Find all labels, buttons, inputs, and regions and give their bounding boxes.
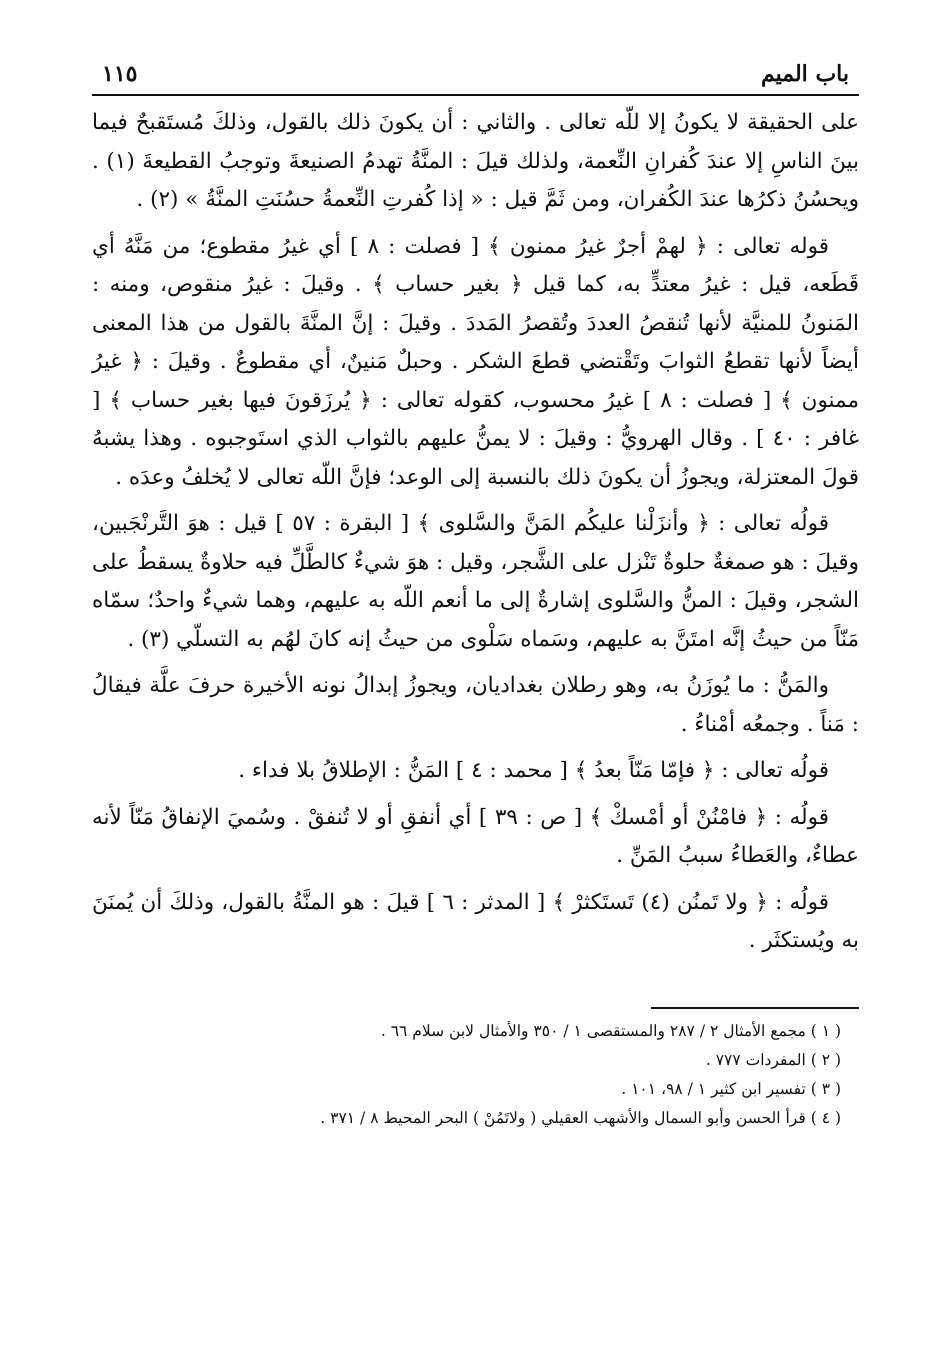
footnotes — [92, 1017, 859, 1133]
paragraph-la-tamnun: قولُه : ﴿ ولا تَمنُن (٤) تَستَكثرْ ﴾ [ المدثر : ٦ ] قيلَ : هو المنَّةُ بالقول، وذلكَ أن يُمنَنَ به ويُستكثَر . — [92, 889, 859, 953]
header-rule — [92, 94, 859, 96]
footnote-3: ( ٣ ) تفسير ابن كثير ١ / ٩٨، ١٠١ . — [621, 1079, 841, 1098]
paragraph-mannan-bad: قولُه تعالى : ﴿ فإمّا مَنّاً بعدُ ﴾ [ محمد : ٤ ] المَنُّ : الإطلاقُ بلا فداء . — [238, 758, 829, 783]
main-text — [92, 104, 859, 961]
paragraph-continuation: على الحقيقة لا يكونُ إلا للّه تعالى . والثاني : أن يكونَ ذلك بالقول، وذلكَ مُستَقبحٌ فيما بينَ الناسِ إلا عندَ كُفرانِ النِّعمة، ولذلك قيلَ : المنَّةُ تهدمُ الصنيعةَ وتوجبُ القطيعةَ (١) . ويحسُنُ ذكرُها عندَ الكُفران، ومن ثَمَّ قيل : « إذا كُفرتِ النِّعمةُ حسُنَتِ المنَّةُ » (٢) . — [92, 110, 859, 212]
footnote-2: ( ٢ ) المفردات ٧٧٧ . — [705, 1050, 841, 1069]
paragraph-mann-weight: والمَنُّ : ما يُوزَنُ به، وهو رطلان بغداديان، ويجوزُ إبدالُ نونه الأخيرة حرفَ علَّة فيقالُ : مَناً . وجمعُه أمْناءُ . — [92, 673, 859, 737]
paragraph-ghayr-mamnun: قوله تعالى : ﴿ لهمْ أجرٌ غيرُ ممنون ﴾ [ فصلت : ٨ ] أي غيرُ مقطوع؛ من مَنَّهُ أي قَطَعه، قيل : غيرُ معتدٍّ به، كما قيل ﴿ بغير حساب ﴾ . وقيلَ : غيرُ منقوص، ومنه : المَنونُ للمنيَّة لأنها تُنقصُ العددَ وتُقصرُ المَددَ . وقيلَ : إنَّ المنَّةَ بالقول من هذا المعنى أيضاً لأنها تقطعُ الثوابَ وتَقْتضي قطعَ الشكر . وحبلٌ مَنينٌ، أي مقطوعٌ . وقيلَ : ﴿ غيرُ ممنون ﴾ [ فصلت : ٨ ] غيرُ محسوب، كقوله تعالى : ﴿ يُرزَقونَ فيها بغير حساب ﴾ [ غافر : ٤٠ ] . وقال الهرويُّ : وقيلَ : لا يمنُّ عليهم بالثواب الذي استَوجبوه . وهذا يشبهُ قولَ المعتزلة، ويجوزُ أن يكونَ ذلك بالنسبة إلى الوعد؛ فإنَّ اللّه تعالى لا يُخلفُ وعدَه . — [92, 233, 859, 490]
footnote-4: ( ٤ ) قرأ الحسن وأبو السمال والأشهب العقيلي ( ولاتَمُنْ ) البحر المحيط ٨ / ٣٧١ . — [320, 1108, 841, 1127]
chapter-title: باب الميم — [760, 61, 849, 87]
paragraph-famnun: قولُه : ﴿ فامْنُنْ أو أمْسكْ ﴾ [ ص : ٣٩ ] أي أنفقِ أو لا تُنفقْ . وسُميَ الإنفاقُ مَنّاً لأنه عطاءٌ، والعَطاءُ سببُ المَنِّ . — [92, 804, 859, 868]
footnote-1: ( ١ ) مجمع الأمثال ٢ / ٢٨٧ والمستقصى ١ / ٣٥٠ والأمثال لابن سلام ٦٦ . — [380, 1021, 841, 1040]
paragraph-manna-salwa: قولُه تعالى : ﴿ وأنزَلْنا عليكُم المَنَّ والسَّلوى ﴾ [ البقرة : ٥٧ ] قيل : هوَ التَّرنْجَبين، وقيلَ : هو صمغةٌ حلوةٌ تَنْزل على الشَّجر، وقيل : هوَ شيءٌ كالطَّلِّ فيه حلاوةٌ يسقطُ على الشجر، وقيلَ : المنُّ والسَّلوى إشارةٌ إلى ما أنعم اللّه به عليهم، وهما شيءٌ واحدٌ؛ سمّاه مَنّاً من حيثُ إنَّه امتَنَّ به عليهم، وسَماه سَلْوى من حيثُ إنه كانَ لهُم به التسلّي (٣) . — [92, 511, 859, 652]
page-header — [92, 58, 859, 94]
footnote-rule — [651, 1007, 859, 1009]
page-number: ١١٥ — [102, 61, 138, 87]
